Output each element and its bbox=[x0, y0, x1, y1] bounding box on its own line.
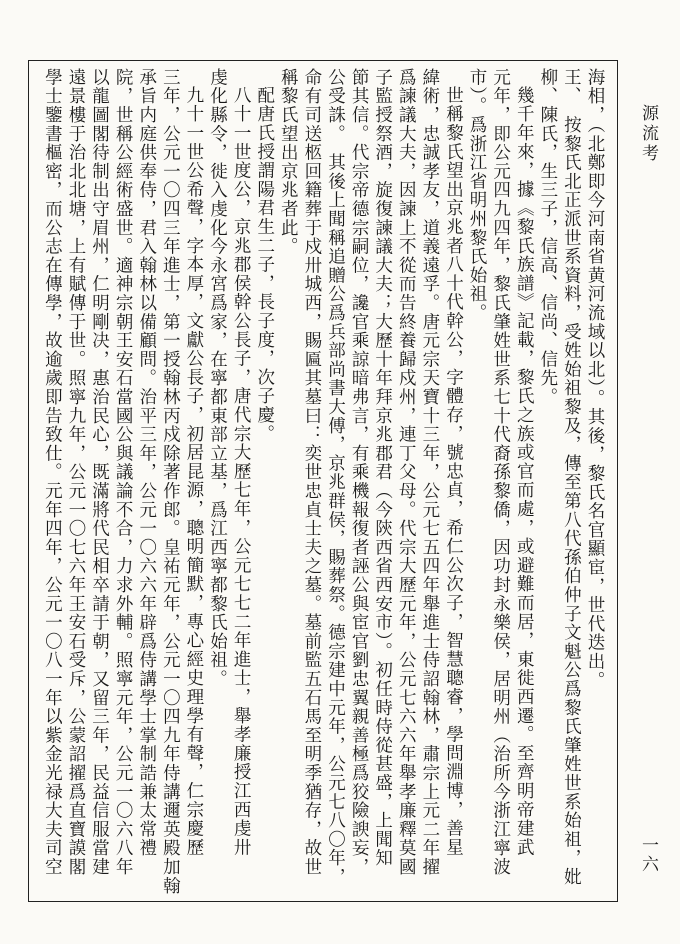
text-column: 爲諫議大夫，因諫上不從而告終養歸戍州，連丁父母。代宗大歷元年，公元七六六年舉孝廉釋莫國 bbox=[396, 68, 417, 877]
text-column: 九十一世公希聲，字本厚，文獻公長子，初居昆源，聰明簡默，專心經史理學有聲，仁宗慶歷 bbox=[183, 86, 204, 857]
text-column: 元年，即公元四九四年，黎氏肇姓世系七十代裔孫黎僑，因功封永樂侯，居明州（治所今浙江寧波 bbox=[490, 68, 511, 877]
text-column: 以龍圖閣待制出守眉州，仁明剛决，惠治民心，既滿將代民相卒請于朝，又留三年，民益信服當建 bbox=[89, 68, 110, 877]
text-column: 遠景樓于治北北塘，上有賦傳于世。照寧九年，公元一〇七六年王安石受斥，公蒙詔擢爲直寶謨閣 bbox=[65, 68, 86, 877]
text-column: 虔化縣令，徙入虔化今永宮爲家，在寧都東部立基，爲江西寧都黎氏始祖。 bbox=[207, 68, 228, 689]
page-number: 一六 bbox=[638, 836, 658, 874]
text-column: 八十一世度公，京兆郡侯幹公長子，唐代宗大歷七年，公元七七二年進士，舉孝廉授江西虔卅 bbox=[231, 86, 252, 857]
text-column: 學士鑒書樞密，而公志在傳學，故逾歲即告致仕。元年四年，公元一〇八一年以紫金光禄大夫司空 bbox=[42, 68, 63, 877]
text-column: 緯術，忠誠孝友，道義遠孚。唐元宗天寶十三年，公元七五四年舉進士侍詔翰林，肅宗上元二年擢 bbox=[419, 68, 440, 877]
text-column: 子監授祭酒，旋復諫議大夫；大歷十年拜京兆郡君（今陝西省西安市）。初任時侍從甚盛，上聞知 bbox=[372, 68, 393, 868]
text-column: 幾千年來，據《黎氏族譜》記載，黎氏之族或官而處，或避難而居，東徙西遷。至齊明帝建武 bbox=[514, 86, 535, 857]
text-column: 公受誅。 其後上聞稱追贈公爲兵部尚書大傅，京兆群侯，賜葬祭。德宗建中元年，公元七八〇年， bbox=[325, 68, 346, 887]
text-column: 節其信。代宗帝德宗嗣位，讒官乘諒暗弗言，有乘機報復者誣公與宦官劉忠翼親善極爲狡險諛妄， bbox=[349, 68, 370, 877]
text-column: 承旨内庭供奉侍，君入翰林以備顧問。治平三年，公元一〇六六年辟爲侍講學士掌制誥兼太常禮 bbox=[136, 68, 157, 858]
running-title: 源流考 bbox=[638, 104, 658, 164]
text-column: 柳、陳氏，生三子，信高、信尚、信先。 bbox=[537, 68, 558, 407]
text-column: 王、 按黎氏北正派世系資料，受姓始祖黎及，傳至第八代孫伯仲子文魁公爲黎氏肇姓世系始祖，妣 bbox=[561, 68, 582, 887]
text-column: 市）。爲浙江省明州黎氏始祖。 bbox=[467, 68, 488, 323]
text-column: 院，世稱公經術盛世。適神宗朝王安石當國公與議論不合，力求外輔。照寧元年，公元一〇六八年 bbox=[113, 68, 134, 877]
vertical-text-body bbox=[34, 68, 612, 898]
text-column: 世稱黎氏望出京兆者八十代幹公，字體存，號忠貞，希仁公次子，智慧聰睿，學問淵博，善星 bbox=[443, 86, 464, 857]
text-column: 配唐氏授謂陽君生二子，長子度，次子慶。 bbox=[254, 86, 275, 444]
text-column: 海相，（北鄭即今河南省黄河流域以北）。其後，黎氏名官顯宦，世代迭出。 bbox=[585, 68, 605, 690]
text-column: 命有司送柩回籍葬于戍卅城西，賜匾其墓曰：奕世忠貞士夫之墓。墓前監五石馬至明季猶存，故世 bbox=[301, 68, 322, 877]
text-column: 稱黎氏望出京兆者此。 bbox=[278, 68, 299, 256]
text-column: 三年，公元一〇四三年進士，第一授翰林丙戍除著作郎。皇祐元年，公元一〇四九年侍講邇英殿加翰 bbox=[160, 68, 181, 896]
